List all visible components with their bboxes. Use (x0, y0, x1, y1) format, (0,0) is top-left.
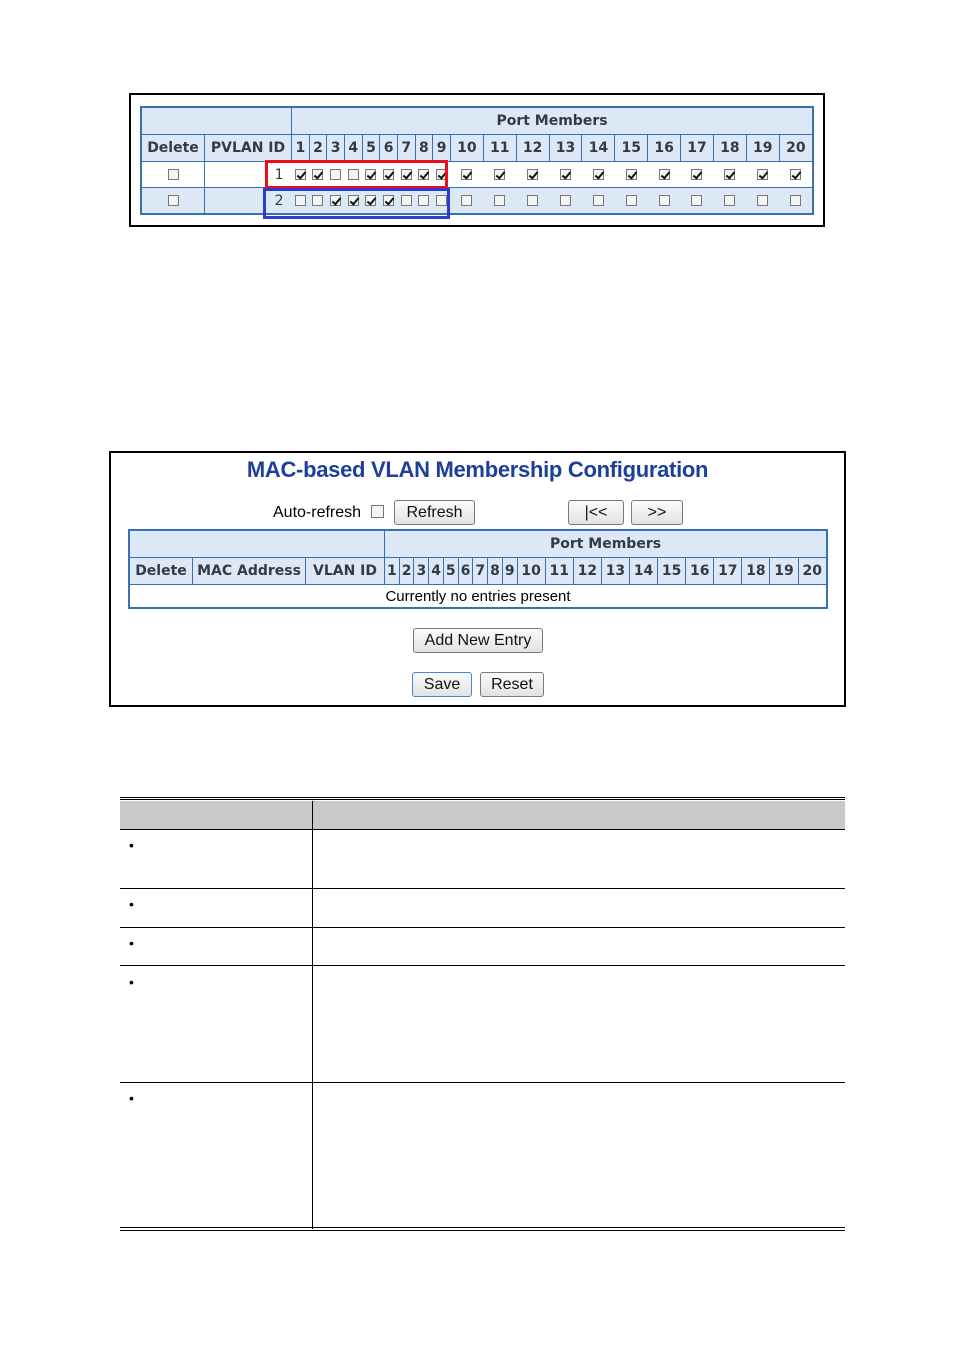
delete-checkbox[interactable] (168, 195, 179, 206)
row-divider (120, 965, 845, 966)
port-member-checkbox[interactable] (527, 169, 538, 180)
port-member-checkbox[interactable] (757, 169, 768, 180)
port-member-cell (779, 162, 813, 188)
pvlan-port-header: 15 (615, 135, 648, 162)
row-bullet: • (129, 935, 134, 951)
mac-port-header: 20 (798, 558, 827, 585)
port-member-cell (713, 162, 746, 188)
first-page-button[interactable]: |<< (568, 500, 624, 525)
mac-port-header: 17 (714, 558, 742, 585)
port-member-cell (582, 188, 615, 215)
mac-header-blank (129, 530, 385, 558)
mac-port-header: 11 (545, 558, 573, 585)
row-divider (120, 888, 845, 889)
mac-header-delete: Delete (129, 558, 193, 585)
mac-vlan-figure (109, 451, 846, 707)
pvlan-figure (129, 93, 825, 227)
pvlan-port-header: 11 (483, 135, 516, 162)
port-member-checkbox[interactable] (461, 169, 472, 180)
mac-port-header: 14 (629, 558, 657, 585)
description-table (120, 797, 845, 1232)
port-member-checkbox[interactable] (724, 195, 735, 206)
pvlan-table (140, 106, 814, 215)
mac-header-mac-address: MAC Address (193, 558, 306, 585)
delete-cell (141, 162, 205, 188)
reset-button[interactable]: Reset (480, 672, 544, 697)
pvlan-port-header: 9 (433, 135, 451, 162)
port-member-cell (779, 188, 813, 215)
port-member-cell (549, 162, 582, 188)
pvlan-port-header: 16 (648, 135, 681, 162)
port-member-checkbox[interactable] (790, 169, 801, 180)
port-member-checkbox[interactable] (691, 169, 702, 180)
table-bottom-rule (120, 1227, 845, 1231)
mac-port-header: 8 (488, 558, 503, 585)
row2-highlight-box (263, 188, 450, 219)
empty-message: Currently no entries present (129, 585, 827, 609)
auto-refresh-label: Auto-refresh (273, 504, 362, 521)
port-member-checkbox[interactable] (461, 195, 472, 206)
pvlan-id-cell: 1 (205, 162, 292, 188)
port-member-cell (582, 162, 615, 188)
pvlan-port-header: 18 (713, 135, 746, 162)
pvlan-port-header: 10 (450, 135, 483, 162)
refresh-button[interactable]: Refresh (394, 500, 475, 525)
row-bullet: • (129, 837, 134, 853)
port-member-cell (713, 188, 746, 215)
pvlan-port-header: 4 (344, 135, 362, 162)
port-member-checkbox[interactable] (659, 195, 670, 206)
port-member-cell (516, 188, 549, 215)
mac-port-header: 4 (429, 558, 444, 585)
mac-port-header: 10 (517, 558, 545, 585)
pvlan-port-header: 6 (380, 135, 398, 162)
pvlan-port-header: 1 (292, 135, 310, 162)
pvlan-port-header: 3 (327, 135, 345, 162)
mac-port-header: 7 (473, 558, 488, 585)
port-member-cell (483, 162, 516, 188)
port-member-cell (746, 162, 779, 188)
column-divider (312, 801, 313, 1229)
pvlan-header-pvlan-id: PVLAN ID (205, 135, 292, 162)
port-member-checkbox[interactable] (494, 195, 505, 206)
mac-port-header: 9 (502, 558, 517, 585)
mac-port-header: 3 (414, 558, 429, 585)
port-member-checkbox[interactable] (790, 195, 801, 206)
auto-refresh-checkbox[interactable] (371, 505, 384, 518)
pvlan-port-header: 17 (681, 135, 714, 162)
mac-vlan-table (128, 529, 828, 609)
port-member-cell (648, 188, 681, 215)
mac-port-header: 1 (385, 558, 400, 585)
page-title: MAC-based VLAN Membership Configuration (246, 457, 709, 482)
table-header-row (120, 801, 845, 830)
mac-port-header: 15 (658, 558, 686, 585)
port-member-cell (549, 188, 582, 215)
mac-port-header: 16 (686, 558, 714, 585)
mac-port-header: 5 (443, 558, 458, 585)
mac-port-header: 6 (458, 558, 473, 585)
delete-checkbox[interactable] (168, 169, 179, 180)
port-member-checkbox[interactable] (560, 169, 571, 180)
port-member-checkbox[interactable] (527, 195, 538, 206)
port-member-checkbox[interactable] (626, 169, 637, 180)
port-member-cell (681, 162, 714, 188)
pvlan-port-header: 13 (549, 135, 582, 162)
mac-port-header: 12 (573, 558, 601, 585)
pvlan-port-header: 12 (516, 135, 549, 162)
port-member-cell (450, 162, 483, 188)
port-member-cell (681, 188, 714, 215)
mac-port-header: 18 (742, 558, 770, 585)
pvlan-row (141, 162, 813, 188)
port-member-cell (648, 162, 681, 188)
pvlan-port-header: 14 (582, 135, 615, 162)
save-button[interactable]: Save (412, 672, 472, 697)
row-divider (120, 927, 845, 928)
port-member-checkbox[interactable] (560, 195, 571, 206)
mac-port-header: 2 (399, 558, 414, 585)
row-bullet: • (129, 974, 134, 990)
port-member-cell (483, 188, 516, 215)
pvlan-id-cell: 2 (205, 188, 292, 215)
row1-highlight-box (265, 160, 448, 189)
mac-port-header: 19 (770, 558, 798, 585)
row-divider (120, 1082, 845, 1083)
port-member-checkbox[interactable] (593, 169, 604, 180)
mac-header-port-members: Port Members (385, 530, 828, 558)
port-member-cell (516, 162, 549, 188)
pvlan-port-header: 7 (397, 135, 415, 162)
port-member-cell (746, 188, 779, 215)
port-member-checkbox[interactable] (494, 169, 505, 180)
row-bullet: • (129, 1090, 134, 1106)
port-member-checkbox[interactable] (724, 169, 735, 180)
port-member-cell (450, 188, 483, 215)
next-page-button[interactable]: >> (631, 500, 683, 525)
delete-cell (141, 188, 205, 215)
port-member-checkbox[interactable] (659, 169, 670, 180)
pvlan-port-header: 8 (415, 135, 433, 162)
mac-header-vlan-id: VLAN ID (306, 558, 385, 585)
port-member-checkbox[interactable] (626, 195, 637, 206)
pvlan-port-header: 2 (309, 135, 327, 162)
port-member-checkbox[interactable] (593, 195, 604, 206)
table-top-rule (120, 797, 845, 800)
add-new-entry-button[interactable]: Add New Entry (413, 628, 543, 653)
port-member-checkbox[interactable] (691, 195, 702, 206)
port-member-cell (615, 162, 648, 188)
port-member-checkbox[interactable] (757, 195, 768, 206)
row-bullet: • (129, 896, 134, 912)
mac-port-header: 13 (601, 558, 629, 585)
pvlan-header-port-members: Port Members (292, 107, 814, 135)
pvlan-port-header: 20 (779, 135, 813, 162)
pvlan-port-header: 5 (362, 135, 380, 162)
pvlan-row (141, 188, 813, 215)
pvlan-port-header: 19 (746, 135, 779, 162)
port-member-cell (615, 188, 648, 215)
pvlan-header-delete: Delete (141, 135, 205, 162)
pvlan-header-blank (141, 107, 292, 135)
